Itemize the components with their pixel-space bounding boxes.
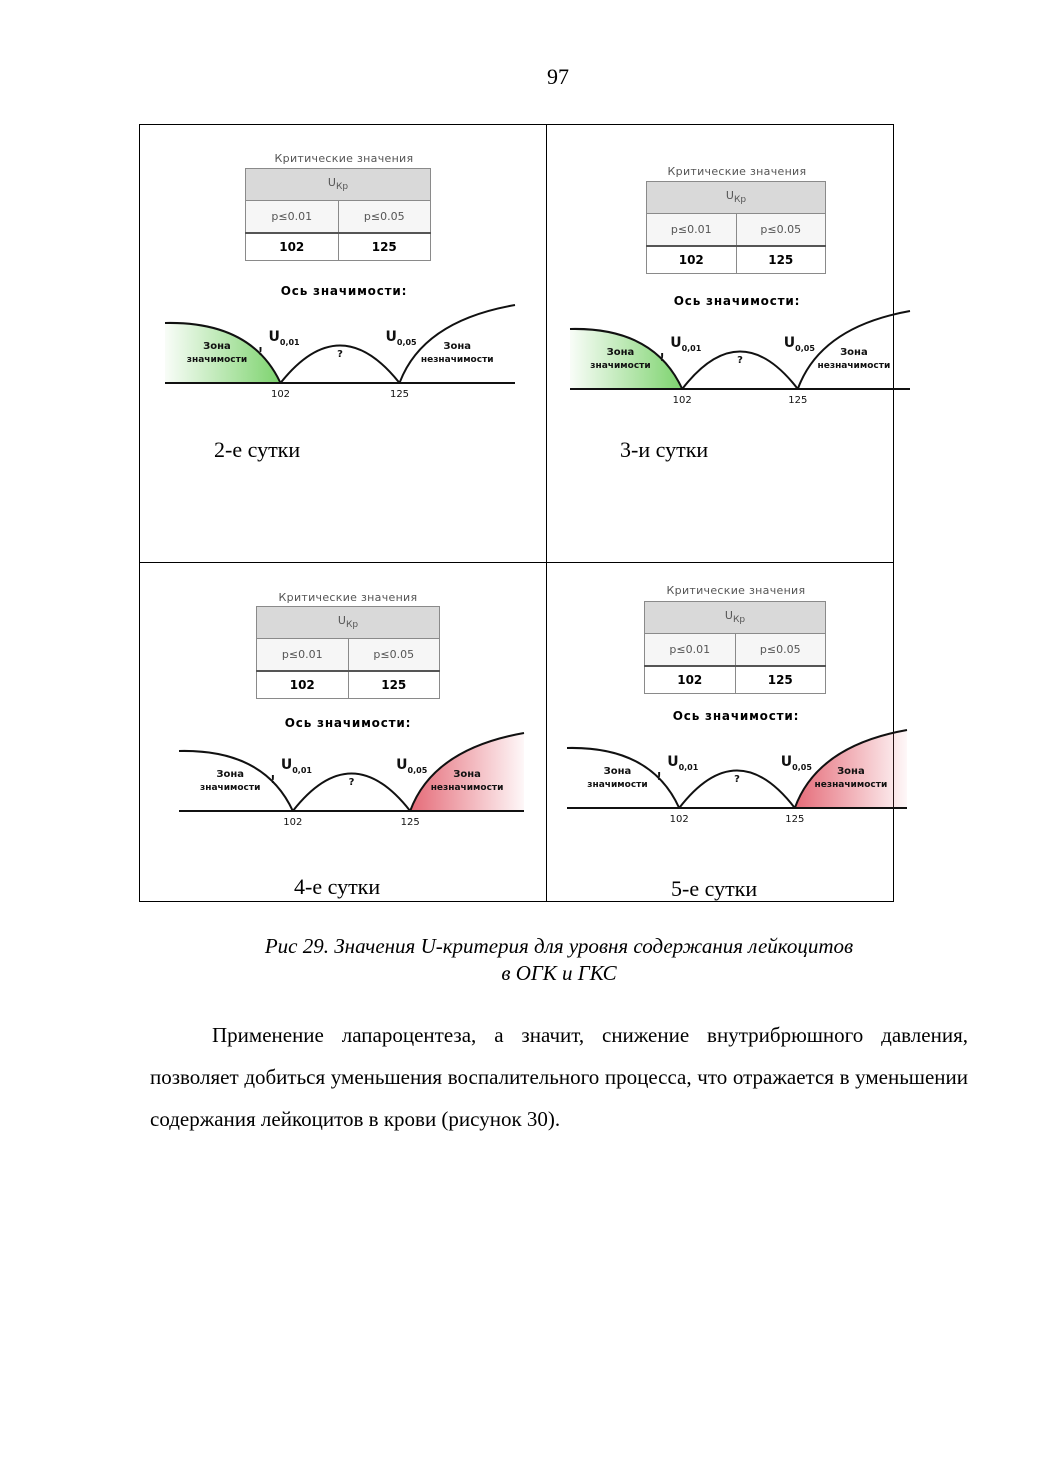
value-001-cell: 102 — [246, 233, 339, 261]
insignificance-zone-label-line1: Зона — [453, 769, 481, 780]
u-critical-header: $U_{Кр}$ — [257, 607, 440, 639]
u005-label: $U_{0,05}$ — [396, 757, 428, 775]
u-critical-header: $U_{Кр}$ — [645, 602, 826, 634]
significance-arc — [179, 751, 293, 811]
level-005-cell: p≤0.05 — [735, 634, 826, 667]
insignificance-zone-label-line2: незначимости — [817, 361, 891, 371]
tick-label-005: 125 — [785, 814, 805, 825]
level-005-cell: p≤0.05 — [348, 639, 440, 672]
tick-label-001: 102 — [283, 817, 303, 828]
u001-label: $U_{0,01}$ — [667, 754, 699, 772]
critical-values-table — [644, 601, 826, 694]
significance-zone-fill — [570, 329, 682, 389]
panel-day-5 — [545, 561, 894, 902]
significance-arc — [567, 748, 679, 808]
significance-mark: ! — [656, 770, 662, 783]
significance-mark: ! — [270, 773, 276, 786]
tick-label-001: 102 — [669, 814, 689, 825]
significance-axis-diagram — [179, 741, 524, 831]
uncertain-zone-mark: ? — [348, 777, 355, 788]
significance-zone-label-line1: Зона — [603, 766, 632, 777]
figure-caption — [150, 933, 968, 987]
significance-axis-title: Ось значимости: — [284, 716, 412, 730]
u-critical-header: $U_{Кр}$ — [647, 182, 826, 214]
significance-axis-title: Ось значимости: — [672, 709, 800, 723]
body-paragraph-text: Применение лапароцентеза, а значит, снижение внутрибрюшного давления, позволяет добиться уменьшения воспалительного процесса, что отражается в уменьшении содержания лейкоцитов в крови (рисунок 30). — [150, 1023, 968, 1131]
critical-values-title: Критические значения — [278, 591, 418, 604]
significance-zone-label-line1: Зона — [216, 769, 245, 780]
u005-label: $U_{0,05}$ — [780, 754, 812, 772]
level-001-cell: p≤0.01 — [645, 634, 736, 667]
tick-label-005: 125 — [400, 817, 420, 828]
insignificance-zone-label-line1: Зона — [837, 766, 865, 777]
insignificance-zone-label-line2: незначимости — [814, 780, 888, 790]
insignificance-zone-label-line1: Зона — [443, 341, 472, 352]
level-005-cell: p≤0.05 — [338, 201, 431, 234]
u001-label: $U_{0,01}$ — [670, 335, 702, 353]
critical-values-title: Критические значения — [666, 584, 806, 597]
significance-axis-diagram — [165, 308, 515, 403]
tick-label-001: 102 — [672, 395, 692, 406]
panel-caption: 3-и сутки — [620, 437, 709, 462]
level-005-cell: p≤0.05 — [736, 214, 826, 247]
significance-zone-label-line1: Зона — [606, 347, 635, 358]
value-001-cell: 102 — [647, 246, 737, 274]
body-paragraph — [150, 1014, 968, 1140]
critical-values-table — [646, 181, 826, 274]
insignificance-zone-label-line2: незначимости — [430, 783, 504, 793]
value-001-cell: 102 — [257, 671, 349, 699]
significance-zone-fill — [165, 323, 281, 383]
u005-label: $U_{0,05}$ — [385, 329, 417, 347]
level-001-cell: p≤0.01 — [647, 214, 737, 247]
u001-label: $U_{0,01}$ — [268, 329, 300, 347]
uncertain-zone-mark: ? — [337, 349, 343, 360]
significance-zone-label-line1: Зона — [203, 341, 231, 352]
level-001-cell: p≤0.01 — [257, 639, 349, 672]
panel-day-3 — [545, 124, 894, 561]
value-005-cell: 125 — [348, 671, 440, 699]
insignificance-zone-label-line2: незначимости — [420, 355, 494, 365]
level-001-cell: p≤0.01 — [246, 201, 339, 234]
uncertain-zone-mark: ? — [734, 774, 740, 785]
value-001-cell: 102 — [645, 666, 736, 694]
significance-axis-title: Ось значимости: — [280, 284, 408, 298]
tick-label-001: 102 — [270, 389, 291, 400]
significance-zone-label-line2: значимости — [587, 780, 648, 790]
significance-mark: ! — [659, 351, 665, 364]
figure-caption-line-1: Рис 29. Значения U-критерия для уровня содержания лейкоцитов — [264, 934, 854, 958]
figure-caption-line-2: в ОГК и ГКС — [501, 961, 617, 985]
critical-values-table — [245, 168, 431, 261]
significance-zone-label-line2: значимости — [590, 361, 651, 371]
critical-values-title: Критические значения — [667, 165, 807, 178]
page-number: 97 — [547, 64, 569, 89]
tick-label-005: 125 — [389, 389, 410, 400]
u005-label: $U_{0,05}$ — [783, 335, 815, 353]
tick-label-005: 125 — [788, 395, 808, 406]
critical-values-title: Критические значения — [274, 152, 414, 165]
critical-values-table — [256, 606, 440, 699]
panel-caption: 5-е сутки — [671, 876, 758, 901]
value-005-cell: 125 — [735, 666, 826, 694]
significance-axis-diagram — [570, 314, 910, 409]
u001-label: $U_{0,01}$ — [280, 757, 312, 775]
value-005-cell: 125 — [736, 246, 826, 274]
significance-axis-title: Ось значимости: — [673, 294, 801, 308]
value-005-cell: 125 — [338, 233, 431, 261]
panel-day-4 — [139, 561, 545, 902]
panel-day-2 — [139, 124, 545, 561]
significance-zone-label-line2: значимости — [186, 355, 248, 365]
panel-caption: 4-е сутки — [294, 874, 381, 899]
significance-zone-label-line2: значимости — [200, 783, 261, 793]
u-critical-header: $U_{Кр}$ — [246, 169, 431, 201]
insignificance-zone-label-line1: Зона — [840, 347, 868, 358]
significance-mark: ! — [257, 345, 264, 358]
panel-caption: 2-е сутки — [214, 437, 301, 462]
significance-axis-diagram — [567, 733, 907, 828]
uncertain-zone-mark: ? — [737, 355, 743, 366]
